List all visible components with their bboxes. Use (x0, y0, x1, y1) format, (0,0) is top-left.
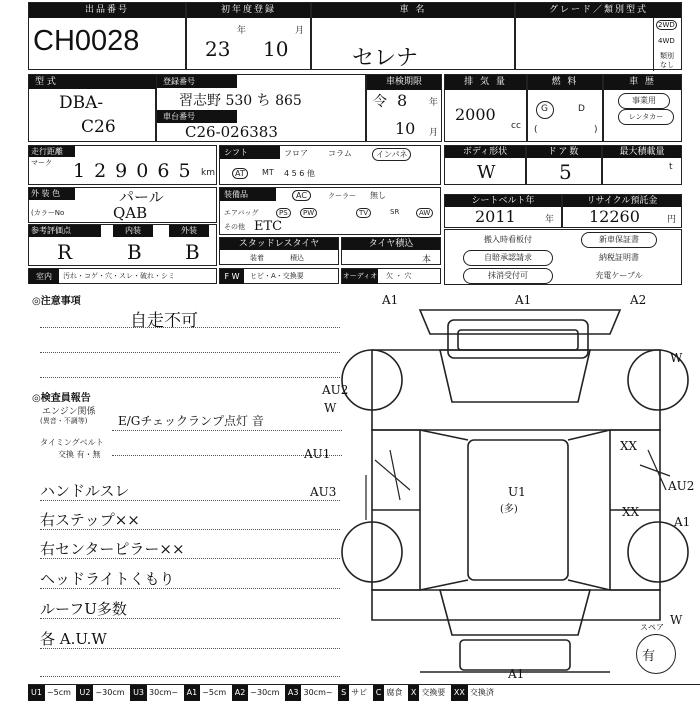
color-label: 外 装 色 (29, 188, 75, 200)
legend-val-x: 交換要 (421, 688, 446, 697)
inspection-label: 車検期限 (367, 75, 441, 90)
legend-key-s: S (338, 685, 349, 701)
report-engine-sub: (異音・不調等) (40, 417, 88, 425)
mark-xx-right-2: XX (622, 505, 640, 519)
mileage-unit: km (201, 168, 215, 178)
diagram-upper-body (372, 350, 660, 430)
equip-aw: AW (416, 208, 433, 218)
inspection-month-unit: 月 (429, 128, 439, 138)
seatbelt-label: シートベルト年 (445, 195, 561, 207)
rating-interior: B (127, 240, 142, 264)
diagram-center-roof (468, 440, 568, 580)
fw-box (219, 268, 339, 284)
legend-key-u3: U3 (130, 685, 147, 701)
report-engine-label: エンジン関係 (42, 407, 96, 417)
first-registration-box (186, 2, 311, 70)
legend-val-s: サビ (351, 688, 368, 697)
color-code-label: (カラーNo (31, 209, 65, 217)
doors-box (526, 145, 602, 185)
ratings-exterior-label: 外装 (169, 225, 209, 237)
equip-sr: SR (390, 208, 400, 216)
report-item-6: 各 A.U.W (40, 630, 107, 648)
engine-label: 排 気 量 (445, 75, 526, 90)
audio-label: オーディオ (342, 269, 378, 284)
ratings-interior-label: 内装 (113, 225, 153, 237)
drive-none: なし (660, 61, 674, 69)
mark-many-center: (多) (500, 504, 518, 515)
equip-airbag: エアバッグ (224, 209, 259, 217)
equip-cooler: クーラー (328, 192, 356, 200)
legend-key-a3: A3 (285, 685, 302, 701)
report-label: ◎検査員報告 (32, 393, 91, 404)
tire-load-label: タイヤ積込 (342, 238, 440, 250)
mileage-value: 129065 (73, 160, 200, 182)
recycle-box (562, 194, 682, 228)
audio-text: 欠 ・ 穴 (386, 272, 412, 280)
notes-line-3 (40, 377, 340, 378)
report-item-2: 右ステップ×× (40, 511, 140, 529)
report-item-4: ヘッドライトくもり (40, 570, 175, 588)
color-code: QAB (113, 204, 148, 222)
legend-val-a2: ~30cm (250, 688, 280, 697)
registration-month: 10 (263, 37, 289, 61)
docs-box (444, 229, 682, 285)
mark-a1-top-left: A1 (382, 293, 399, 307)
mark-u1-center: U1 (508, 485, 526, 499)
shift-mt: MT (262, 168, 274, 177)
car-name: セレナ (352, 46, 419, 71)
plate-box (156, 74, 366, 142)
interior-box (28, 268, 217, 284)
engine-displacement: 2000 (455, 105, 496, 124)
drive-type: 類別 (660, 52, 674, 60)
inspection-box (366, 74, 442, 142)
equipment-box (219, 187, 441, 235)
grade-label: グレード／類別型式 (516, 3, 681, 18)
legend-val-u2: ~30cm (95, 688, 125, 697)
year-unit: 年 (237, 26, 247, 36)
recycle-label: リサイクル預託金 (563, 195, 681, 207)
drive-column (653, 18, 683, 71)
color-box (28, 187, 217, 223)
diagram-rear-window (460, 640, 570, 670)
doc-tax-cert: 納税証明書 (599, 253, 639, 262)
fuel-paren-b: ) (594, 125, 598, 135)
spare-value: 有 (642, 649, 656, 664)
tire-load-unit: 本 (422, 255, 432, 265)
studless-box (219, 237, 339, 265)
legend-val-u3: 30cm~ (149, 688, 179, 697)
rating-exterior: B (185, 240, 200, 264)
report-line-4 (40, 529, 340, 530)
model-prefix: DBA- (59, 93, 104, 113)
diagram-wheel-rr (628, 522, 688, 582)
doc-new-warranty: 新車保証書 (581, 232, 657, 248)
notes-label: ◎注意事項 (32, 296, 81, 307)
equip-other-label: その他 (224, 223, 245, 231)
fuel-box (527, 74, 603, 142)
mark-w-right: W (670, 351, 683, 365)
body-type: W (477, 162, 496, 183)
report-item-3: 右センターピラー×× (40, 540, 185, 558)
report-timing-label: タイミングベルト (40, 438, 104, 447)
mileage-label: 走行距離 (29, 146, 75, 157)
chassis-number: C26-026383 (185, 123, 278, 141)
drive-2wd: 2WD (658, 21, 675, 29)
mark-w-right-lower: W (670, 613, 683, 627)
fuel-g: G (541, 104, 548, 114)
mark-au2-right: AU2 (668, 479, 695, 493)
body-type-box (444, 145, 526, 185)
drive-4wd: 4WD (658, 37, 675, 45)
shift-opt-column: コラム (328, 149, 352, 158)
engine-box (444, 74, 527, 142)
history-box (603, 74, 682, 142)
legend-key-u1: U1 (28, 685, 45, 701)
report-line-6 (40, 588, 340, 589)
mark-w-left: W (324, 401, 337, 415)
interior-text: 汚れ・コゲ・穴・スレ・破れ・シミ (63, 272, 175, 280)
seatbelt-unit: 年 (545, 215, 555, 225)
model-code: C26 (81, 117, 116, 137)
doc-delivery-sign: 搬入時看板付 (484, 235, 532, 244)
shift-opt-floor: フロア (284, 149, 308, 158)
report-item-5: ルーフU多数 (40, 600, 127, 618)
ratings-box (28, 224, 217, 266)
legend-val-xx: 交換済 (469, 688, 494, 697)
equip-none: 無し (370, 191, 386, 200)
mark-au3-left: AU3 (310, 485, 337, 499)
equip-other: ETC (254, 219, 283, 234)
studless-label: スタッドレスタイヤ (220, 238, 338, 250)
doc-liability: 自賠承認請求 (463, 250, 553, 266)
shift-label: シフト (220, 146, 280, 159)
legend-val-a1: ~5cm (202, 688, 227, 697)
fuel-label: 燃 料 (528, 75, 602, 90)
mileage-mark-label: マーク (31, 159, 52, 167)
legend-key-a2: A2 (232, 685, 249, 701)
inspection-era: 令 (373, 94, 387, 110)
inspection-month: 10 (395, 119, 416, 138)
shift-gears: 4 5 6 他 (284, 169, 315, 178)
model-box (28, 74, 156, 142)
fw-text: ヒビ・A・交換要 (250, 272, 304, 280)
report-engine-note: E/Gチェックランプ点灯 音 (118, 414, 264, 428)
interior-label: 室内 (29, 269, 59, 284)
month-unit: 月 (295, 26, 305, 36)
legend-key-x: X (408, 685, 419, 701)
fw-label: F W (220, 269, 244, 284)
history-rental: レンタカー (618, 109, 674, 125)
report-timing-opts: 交換 有・無 (58, 450, 101, 459)
grade-box (515, 2, 682, 70)
registration-year: 23 (205, 37, 231, 61)
car-name-label: 車 名 (312, 3, 514, 18)
recycle-amount: 12260 (589, 207, 640, 226)
shift-box (219, 145, 441, 185)
color-name: パール (119, 188, 164, 206)
report-line-9 (40, 676, 340, 677)
mileage-box (28, 145, 217, 185)
report-line-8 (40, 648, 340, 649)
body-type-label: ボディ形状 (445, 146, 525, 158)
history-business: 事業用 (618, 93, 670, 109)
equipment-label: 装備品 (220, 188, 276, 201)
lot-number: CH0028 (33, 25, 140, 57)
damage-legend (28, 684, 700, 701)
lot-box (28, 2, 186, 70)
fuel-d: D (578, 104, 585, 114)
shift-at: AT (232, 168, 248, 179)
equip-ps: PS (276, 208, 291, 218)
mark-au2-left: AU2 (322, 383, 349, 397)
inspection-year-unit: 年 (429, 98, 439, 108)
equip-ac: AC (292, 190, 311, 201)
tire-load-box (341, 237, 441, 265)
chassis-label: 車台番号 (157, 110, 237, 123)
payload-box (602, 145, 682, 185)
diagram-tailgate (440, 590, 590, 635)
ratings-label: 参考評価点 (29, 225, 101, 237)
lot-label: 出品番号 (29, 3, 185, 18)
diagram-roof-panel (448, 320, 588, 358)
shift-opt-panel: インパネ (372, 148, 411, 161)
doc-charge-cable: 充電ケーブル (595, 271, 643, 280)
recycle-unit: 円 (667, 215, 677, 225)
studless-mounted: 装着 (250, 254, 264, 262)
notes-text: 自走不可 (130, 311, 198, 331)
seatbelt-box (444, 194, 562, 228)
audio-box (341, 268, 441, 284)
legend-val-u1: ~5cm (46, 688, 71, 697)
legend-val-c: 腐食 (386, 688, 403, 697)
report-line-1 (112, 430, 342, 431)
rating-score: R (57, 240, 73, 264)
first-registration-label: 初年度登録 (187, 3, 310, 18)
model-label: 型 式 (29, 75, 157, 89)
legend-key-u2: U2 (76, 685, 93, 701)
diagram-windshield (458, 330, 578, 350)
mark-au1-left: AU1 (304, 447, 331, 461)
legend-key-a1: A1 (184, 685, 201, 701)
plate-label: 登録番号 (157, 75, 237, 88)
spare-label: スペア (640, 623, 664, 632)
report-line-7 (40, 618, 340, 619)
mark-xx-right-1: XX (620, 439, 638, 453)
inspection-year: 8 (397, 91, 408, 110)
mark-a2-top-right: A2 (630, 293, 647, 307)
plate-number: 習志野 530 ち 865 (179, 93, 302, 109)
engine-unit: cc (511, 121, 521, 131)
payload-unit: t (669, 162, 673, 172)
fuel-paren-a: ( (534, 125, 538, 135)
diagram-lower-body (372, 590, 660, 620)
report-item-1: ハンドルスレ (40, 482, 130, 500)
legend-key-c: C (373, 685, 385, 701)
payload-label: 最大積載量 (603, 146, 681, 158)
doors: 5 (559, 160, 572, 184)
doors-label: ドア数 (527, 146, 601, 158)
history-label: 車 歴 (604, 75, 681, 90)
mark-a1-bottom: A1 (508, 667, 525, 681)
mark-a1-right: A1 (674, 515, 691, 529)
mark-a1-top: A1 (515, 293, 532, 307)
legend-val-a3: 30cm~ (303, 688, 333, 697)
studless-loaded: 積込 (290, 254, 304, 262)
car-name-box (311, 2, 515, 70)
equip-pw: PW (300, 208, 317, 218)
legend-key-xx: XX (451, 685, 468, 701)
notes-line-2 (40, 352, 340, 353)
report-line-5 (40, 558, 340, 559)
diagram-pen-mark-right (640, 450, 670, 490)
seatbelt-year: 2011 (475, 207, 516, 226)
report-line-3 (40, 500, 340, 501)
doc-cancellation: 抹消受付可 (463, 268, 553, 284)
equip-tv: TV (356, 208, 371, 218)
